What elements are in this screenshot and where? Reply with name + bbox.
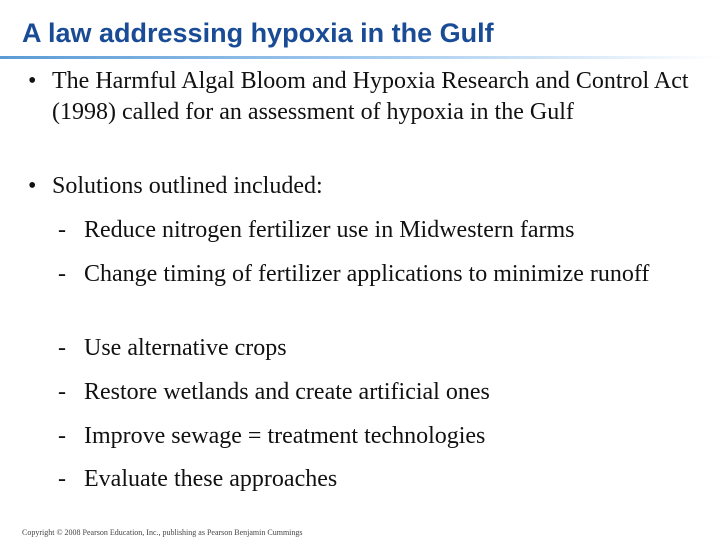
slide-title: A law addressing hypoxia in the Gulf [22, 18, 494, 48]
title-underline [0, 56, 720, 59]
bullet-item-solutions [28, 171, 708, 202]
sub-item-restore-wetlands [58, 377, 708, 408]
sub-item-text: Improve sewage = treatment technologies [84, 423, 486, 449]
sub-item-text: Reduce nitrogen fertilizer use in Midwestern farms [84, 217, 575, 243]
sub-item-text: Use alternative crops [84, 335, 287, 361]
copyright-notice: Copyright © 2008 Pearson Education, Inc., publishing as Pearson Benjamin Cummings [22, 528, 303, 537]
dash-icon: - [58, 217, 66, 243]
sub-item-reduce-nitrogen [58, 215, 708, 246]
dash-icon: - [58, 466, 66, 492]
sub-item-text: Restore wetlands and create artificial ones [84, 379, 490, 405]
dash-icon: - [58, 335, 66, 361]
dash-icon: - [58, 379, 66, 405]
dash-icon: - [58, 261, 66, 287]
dash-icon: - [58, 423, 66, 449]
bullet-text: Solutions outlined included: [52, 173, 323, 199]
sub-item-improve-sewage [58, 421, 708, 452]
sub-item-alternative-crops [58, 333, 708, 364]
sub-item-evaluate [58, 464, 708, 495]
sub-item-change-timing [58, 259, 708, 290]
bullet-text: The Harmful Algal Bloom and Hypoxia Research and Control Act (1998) called for an assessment of hypoxia in the Gulf [52, 68, 689, 125]
sub-item-text: Change timing of fertilizer applications to minimize runoff [84, 261, 650, 287]
bullet-icon: • [28, 68, 37, 94]
bullet-icon: • [28, 173, 37, 199]
sub-item-text: Evaluate these approaches [84, 466, 338, 492]
bullet-item-law [28, 66, 708, 128]
